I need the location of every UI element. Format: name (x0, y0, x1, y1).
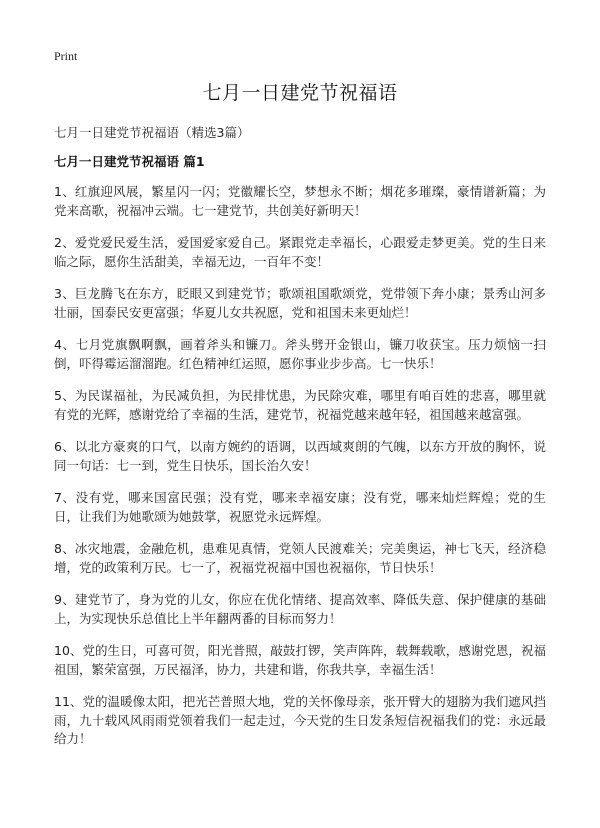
blessing-paragraph-5: 5、为民谋福祉，为民减负担，为民排忧患，为民除灾难，哪里有咱百姓的悲喜，哪里就有党的光辉，感谢党给了幸福的生活，建党节，祝福党越来越年轻，祖国越来越富强。 (54, 388, 546, 422)
blessing-paragraph-4: 4、七月党旗飘啊飘，画着斧头和镰刀。斧头劈开金银山，镰刀收获宝。压力烦恼一扫倒，吓得霉运溜溜跑。红色精神红运照，愿你事业步步高。七一快乐！ (54, 337, 546, 371)
section-heading: 七月一日建党节祝福语 篇1 (54, 154, 205, 169)
document-title: 七月一日建党节祝福语 (202, 82, 398, 104)
blessing-paragraph-6: 6、以北方豪爽的口气，以南方婉约的语调，以西域爽朗的气魄，以东方开放的胸怀，说同一句话：七一到，党生日快乐，国长治久安！ (54, 439, 546, 473)
blessing-paragraph-3: 3、巨龙腾飞在东方，眨眼又到建党节；歌颂祖国歌颂党，党带领下奔小康；景秀山河多壮丽，国泰民安更富强；华夏儿女共祝愿，党和祖国未来更灿烂！ (54, 286, 546, 320)
blessing-paragraph-7: 7、没有党，哪来国富民强；没有党，哪来幸福安康；没有党，哪来灿烂辉煌；党的生日，让我们为她歌颂为她鼓掌，祝愿党永远辉煌。 (54, 490, 546, 524)
blessing-list (54, 183, 546, 763)
blessing-paragraph-2: 2、爱党爱民爱生活，爱国爱家爱自己。紧跟党走幸福长，心跟爱走梦更美。党的生日来临之际，愿你生活甜美，幸福无边，一百年不变！ (54, 235, 546, 269)
print-link[interactable]: Print (54, 49, 78, 63)
blessing-paragraph-8: 8、冰灾地震，金融危机，患难见真情，党领人民渡难关；完美奥运，神七飞天，经济稳增，党的政策利万民。七一了，祝福党祝福中国也祝福你，节日快乐！ (54, 541, 546, 575)
blessing-paragraph-11: 11、党的温暖像太阳，把光芒普照大地，党的关怀像母亲，张开臂大的翅膀为我们遮风挡雨，九十载风风雨雨党领着我们一起走过，今天党的生日发条短信祝福我们的党：永远最给力！ (54, 694, 546, 746)
blessing-paragraph-9: 9、建党节了，身为党的儿女，你应在优化情绪、提高效率、降低失意、保护健康的基础上，为实现快乐总值比上半年翻两番的目标而努力！ (54, 592, 546, 626)
blessing-paragraph-1: 1、红旗迎风展，繁星闪一闪；党徽耀长空，梦想永不断；烟花多璀璨，豪情谱新篇；为党来高歌，祝福冲云端。七一建党节，共创美好新明天！ (54, 184, 546, 218)
blessing-paragraph-10: 10、党的生日，可喜可贺，阳光普照，敲鼓打锣，笑声阵阵，载舞载歌，感谢党恩，祝福祖国，繁荣富强，万民福泽，协力，共建和谐，你我共享，幸福生活！ (54, 643, 546, 677)
document-subtitle: 七月一日建党节祝福语（精选3篇） (54, 125, 250, 140)
